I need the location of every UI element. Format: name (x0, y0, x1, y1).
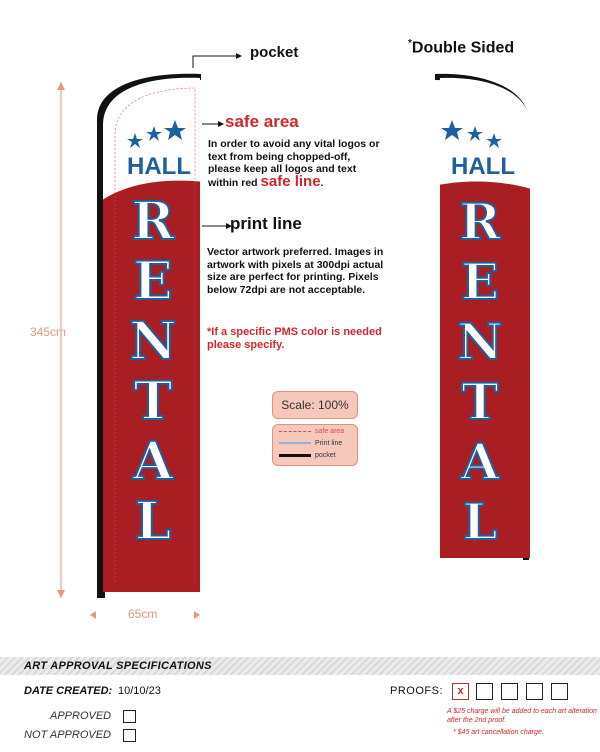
approved-label: APPROVED (50, 710, 112, 722)
flag-letter: E (133, 251, 173, 312)
legend-item-print-line (279, 440, 342, 450)
print-line-title: print line (230, 214, 302, 233)
double-sided-mark: * (408, 38, 412, 49)
flag-front-letters (118, 192, 188, 552)
not-approved-label: NOT APPROVED (24, 729, 111, 741)
safe-area-title: safe area (225, 112, 299, 131)
safe-area-end: . (320, 176, 324, 189)
flag-letter: A (460, 432, 500, 491)
print-line-text: Vector artwork preferred. Images in artwork with pixels at 300dpi actual size are perfect for printing. Pixels below 72dpi are not acceptable. (207, 246, 384, 296)
legend-label: Print line (315, 440, 343, 447)
flag-letter: E (460, 252, 500, 311)
line-legend (272, 424, 358, 466)
alteration-charge-note: A $25 charge will be added to each art alteration after the 2nd proof. (447, 708, 597, 724)
legend-label: pocket (315, 452, 336, 459)
pocket-label: pocket (250, 44, 299, 61)
proof-checkbox-4[interactable] (526, 683, 543, 700)
flag-letter: L (462, 492, 498, 551)
flag-back-letters (447, 192, 513, 552)
date-created-value: 10/10/23 (118, 685, 161, 697)
flag-letter: T (133, 371, 173, 432)
flag-hall-text: HALL (127, 153, 191, 180)
footer-title: ART APPROVAL SPECIFICATIONS (24, 660, 212, 672)
pms-note: *If a specific PMS color is needed please specify. (207, 326, 382, 351)
approved-checkbox[interactable] (123, 710, 136, 723)
height-dimension-label: 345cm (30, 325, 67, 339)
flag-letter: R (131, 191, 175, 252)
double-sided-label (408, 38, 514, 57)
safe-line-emphasis: safe line (260, 172, 321, 190)
legend-item-safe-area (279, 428, 344, 438)
proofs-label: PROOFS: (390, 685, 444, 697)
flag-back-hall-text: HALL (451, 153, 515, 180)
flag-letter: T (461, 372, 499, 431)
double-sided-text: Double Sided (411, 39, 515, 57)
cancellation-charge-note: * $45 art cancellation charge. (453, 729, 544, 736)
not-approved-checkbox[interactable] (123, 729, 136, 742)
safe-area-text (208, 138, 380, 189)
legend-label: safe area (315, 428, 345, 435)
proof-checkbox-1[interactable]: x (452, 683, 469, 700)
scale-badge: Scale: 100% (272, 391, 358, 419)
width-dimension-label: 65cm (128, 607, 158, 621)
proof-checkbox-5[interactable] (551, 683, 568, 700)
proof-checkbox-3[interactable] (501, 683, 518, 700)
flag-letter: A (132, 431, 174, 492)
flag-letter: R (459, 192, 501, 251)
safe-area-body: In order to avoid any vital logos or text from being chopped-off, please keep all logos and text within red (208, 138, 380, 189)
proof-checkbox-2[interactable] (476, 683, 493, 700)
legend-item-pocket (279, 452, 336, 462)
flag-letter: N (129, 311, 177, 372)
date-created-label: DATE CREATED: (24, 685, 113, 697)
flag-letter: N (457, 312, 503, 371)
flag-letter: L (134, 491, 172, 552)
